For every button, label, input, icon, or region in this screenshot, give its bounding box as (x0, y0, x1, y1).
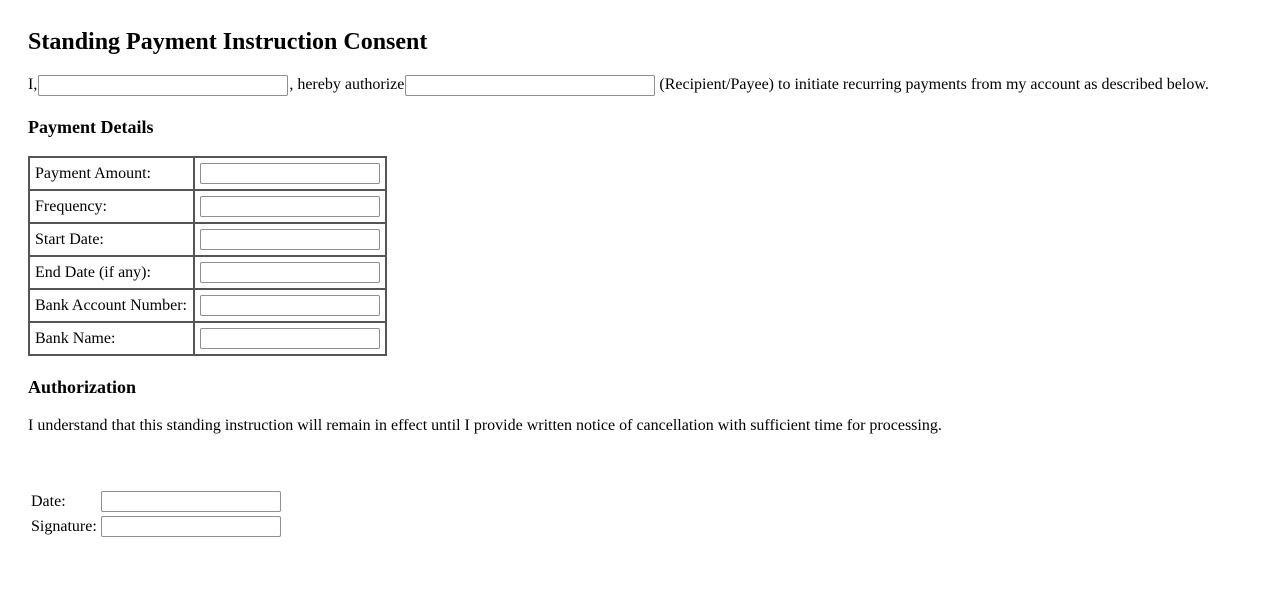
payee-name-input[interactable] (405, 75, 655, 96)
consent-statement (28, 74, 1278, 96)
payment-details-table (28, 156, 387, 356)
authorization-text: I understand that this standing instruction will remain in effect until I provide written notice of cancellation with sufficient time for processing. (28, 417, 942, 434)
consent-middle: , hereby authorize (289, 76, 405, 93)
consent-suffix: (Recipient/Payee) to initiate recurring payments from my account as described below. (659, 76, 1209, 93)
frequency-label: Frequency: (29, 190, 194, 223)
payment-amount-label: Payment Amount: (29, 157, 194, 190)
bank-name-input[interactable] (200, 328, 380, 349)
start-date-label: Start Date: (29, 223, 194, 256)
date-input[interactable] (101, 491, 281, 512)
table-row (29, 256, 386, 289)
bank-account-number-label: Bank Account Number: (29, 289, 194, 322)
date-row (30, 490, 282, 513)
authorizer-name-input[interactable] (38, 75, 288, 96)
page-title: Standing Payment Instruction Consent (28, 29, 428, 55)
signature-label: Signature: (31, 517, 97, 535)
signature-row (30, 515, 282, 538)
end-date-label: End Date (if any): (29, 256, 194, 289)
bank-account-number-input[interactable] (200, 295, 380, 316)
signature-input[interactable] (101, 516, 281, 537)
payment-details-heading: Payment Details (28, 117, 154, 137)
end-date-input[interactable] (200, 262, 380, 283)
table-row (29, 157, 386, 190)
consent-prefix: I, (28, 76, 38, 93)
table-row (29, 190, 386, 223)
signature-block (28, 488, 284, 540)
table-row (29, 289, 386, 322)
date-label: Date: (31, 492, 66, 510)
authorization-heading: Authorization (28, 377, 136, 397)
payment-amount-input[interactable] (200, 163, 380, 184)
table-row (29, 223, 386, 256)
start-date-input[interactable] (200, 229, 380, 250)
frequency-input[interactable] (200, 196, 380, 217)
bank-name-label: Bank Name: (29, 322, 194, 355)
table-row (29, 322, 386, 355)
